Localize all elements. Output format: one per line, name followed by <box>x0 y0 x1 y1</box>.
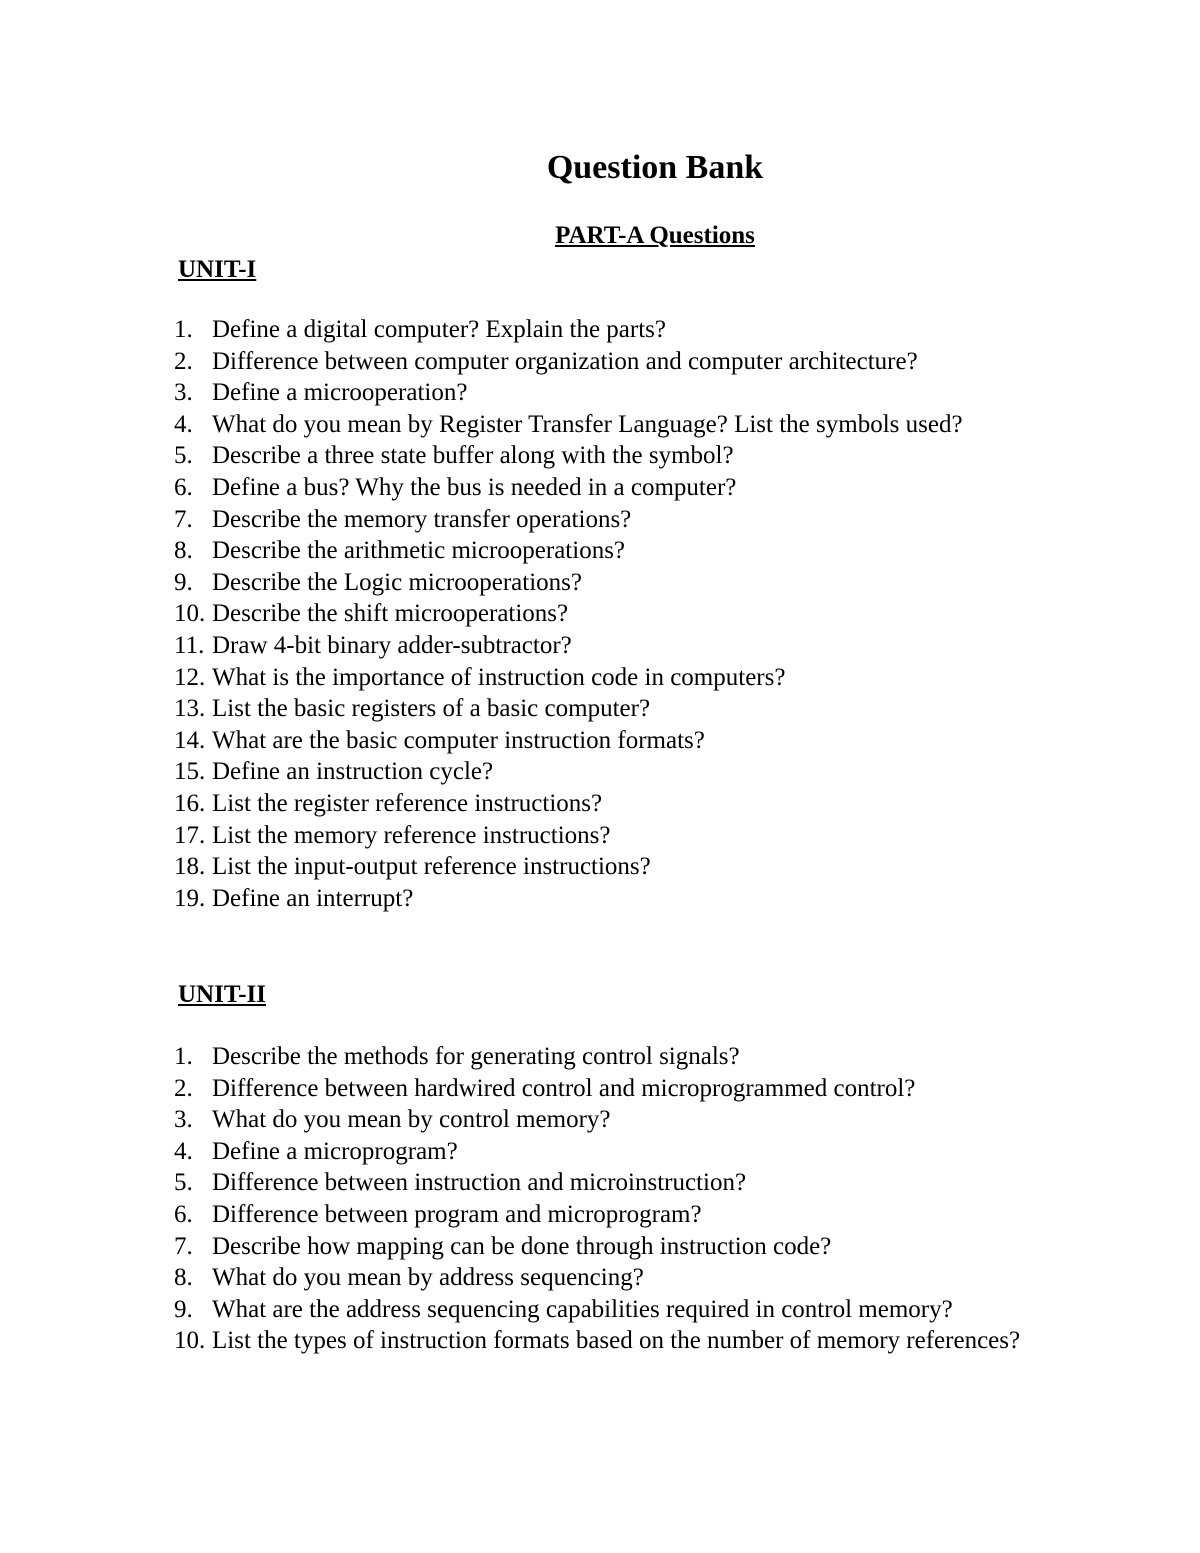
question-number: 3. <box>174 379 193 407</box>
question-item <box>174 1325 1074 1357</box>
question-number: 16. <box>174 789 206 817</box>
question-text: List the input-output reference instructions? <box>212 853 651 881</box>
question-number: 7. <box>174 505 193 533</box>
question-item <box>174 1104 1074 1136</box>
question-item <box>174 1199 1074 1231</box>
question-number: 4. <box>174 1137 193 1165</box>
question-text: Describe the arithmetic microoperations? <box>212 537 626 565</box>
question-item <box>174 472 1074 504</box>
question-number: 14. <box>174 726 206 754</box>
question-item <box>174 567 1074 599</box>
question-number: 8. <box>174 537 193 565</box>
question-number: 1. <box>174 1043 193 1070</box>
unit-heading-1: UNIT-I <box>178 256 257 283</box>
question-number: 6. <box>174 473 193 501</box>
question-text: What do you mean by address sequencing? <box>212 1264 644 1292</box>
question-number: 18. <box>174 853 206 881</box>
question-number: 7. <box>174 1232 193 1260</box>
question-text: Describe a three state buffer along with the symbol? <box>212 442 734 470</box>
question-number: 8. <box>174 1264 193 1292</box>
question-number: 5. <box>174 1169 193 1197</box>
question-item <box>174 1136 1074 1168</box>
page-title: Question Bank <box>546 149 764 186</box>
question-text: Describe the shift microoperations? <box>212 600 569 628</box>
question-item <box>174 598 1074 630</box>
question-text: Describe the Logic microoperations? <box>212 568 582 596</box>
part-heading: PART-A Questions <box>555 222 755 249</box>
question-number: 4. <box>174 410 193 438</box>
question-text: Difference between program and microprogram? <box>212 1200 702 1228</box>
question-item <box>174 788 1074 820</box>
question-item <box>174 1073 1074 1105</box>
question-number: 3. <box>174 1106 193 1134</box>
question-item <box>174 409 1074 441</box>
question-text: Describe how mapping can be done through instruction code? <box>212 1232 832 1260</box>
question-list-unit-1 <box>174 314 1074 914</box>
question-number: 1. <box>174 316 193 343</box>
question-item <box>174 693 1074 725</box>
question-text: Difference between hardwired control and microprogrammed control? <box>212 1074 916 1102</box>
question-item <box>174 756 1074 788</box>
question-number: 6. <box>174 1200 193 1228</box>
question-text: Draw 4-bit binary adder-subtractor? <box>212 631 572 659</box>
question-item <box>174 725 1074 757</box>
question-text: Define a bus? Why the bus is needed in a computer? <box>212 473 737 501</box>
question-number: 9. <box>174 1295 193 1323</box>
question-item <box>174 851 1074 883</box>
question-item <box>174 630 1074 662</box>
question-item <box>174 1167 1074 1199</box>
question-text: Define a microoperation? <box>212 379 468 407</box>
question-item <box>174 504 1074 536</box>
question-text: Describe the memory transfer operations? <box>212 505 632 533</box>
question-number: 9. <box>174 568 193 596</box>
question-number: 2. <box>174 347 193 375</box>
question-number: 10. <box>174 600 206 628</box>
question-text: What are the address sequencing capabilities required in control memory? <box>212 1295 953 1323</box>
question-text: Define a microprogram? <box>212 1137 458 1165</box>
question-item <box>174 377 1074 409</box>
question-text: What are the basic computer instruction formats? <box>212 726 705 754</box>
question-item <box>174 1041 1074 1073</box>
question-item <box>174 440 1074 472</box>
question-text: What do you mean by Register Transfer Language? List the symbols used? <box>212 410 963 438</box>
question-text: What is the importance of instruction code in computers? <box>212 663 786 691</box>
question-number: 5. <box>174 442 193 470</box>
unit-heading-2: UNIT-II <box>178 981 267 1008</box>
question-text: List the types of instruction formats based on the number of memory references? <box>212 1327 1021 1355</box>
question-number: 15. <box>174 758 206 786</box>
question-text: Describe the methods for generating control signals? <box>212 1043 740 1070</box>
question-number: 2. <box>174 1074 193 1102</box>
question-number: 13. <box>174 695 206 723</box>
question-text: Difference between instruction and microinstruction? <box>212 1169 747 1197</box>
question-item <box>174 1294 1074 1326</box>
question-text: List the register reference instructions? <box>212 789 603 817</box>
question-text: Define a digital computer? Explain the parts? <box>212 316 666 343</box>
question-item <box>174 346 1074 378</box>
question-item <box>174 1262 1074 1294</box>
question-number: 17. <box>174 821 206 849</box>
question-item <box>174 1231 1074 1263</box>
question-text: List the memory reference instructions? <box>212 821 611 849</box>
question-number: 11. <box>174 631 205 659</box>
question-text: Define an instruction cycle? <box>212 758 494 786</box>
question-item <box>174 883 1074 915</box>
question-text: List the basic registers of a basic computer? <box>212 695 651 723</box>
question-number: 12. <box>174 663 206 691</box>
question-text: Define an interrupt? <box>212 884 414 912</box>
question-number: 10. <box>174 1327 206 1355</box>
question-item <box>174 662 1074 694</box>
question-number: 19. <box>174 884 206 912</box>
question-item <box>174 535 1074 567</box>
question-text: What do you mean by control memory? <box>212 1106 611 1134</box>
question-item <box>174 314 1074 346</box>
question-item <box>174 820 1074 852</box>
question-list-unit-2 <box>174 1041 1074 1357</box>
question-text: Difference between computer organization and computer architecture? <box>212 347 918 375</box>
